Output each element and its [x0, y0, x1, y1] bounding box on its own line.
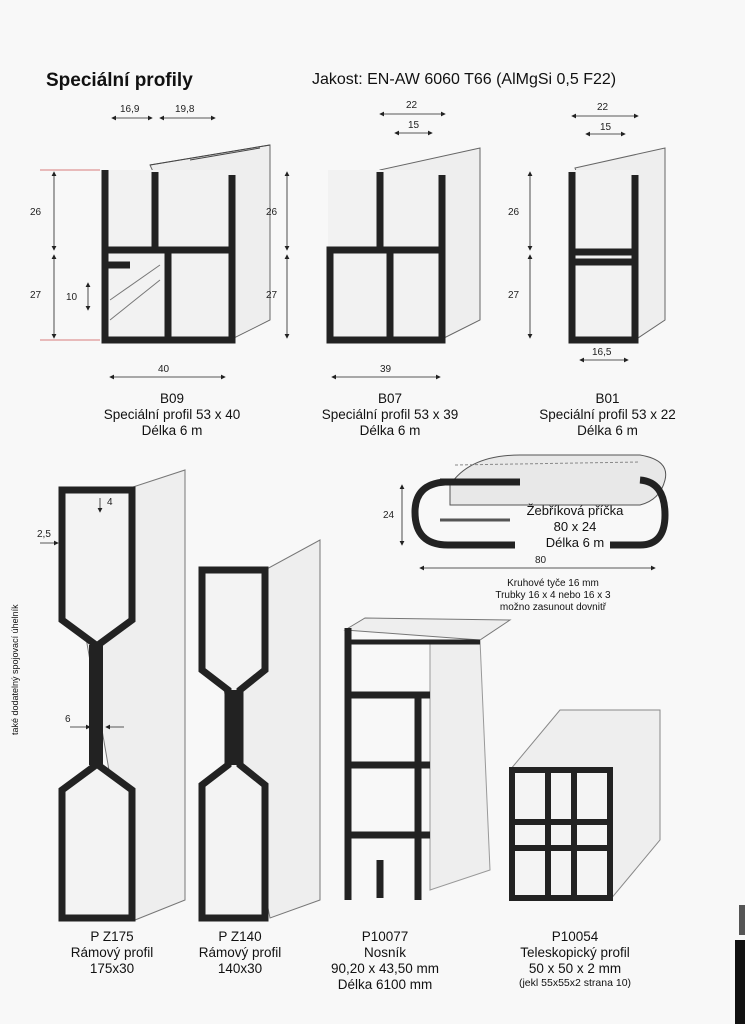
pz175-code: P Z175: [90, 929, 134, 944]
side-note: také dodatelný spojovací úhelník: [10, 604, 20, 735]
b07-code: B07: [377, 391, 403, 406]
rung-note-2: Trubky 16 x 4 nebo 16 x 3: [495, 590, 611, 601]
b07-drawing: [328, 148, 480, 340]
b01-dim-width: 16,5: [592, 347, 612, 358]
rung-note-3: možno zasunout dovnitř: [499, 602, 607, 613]
b07-dim-w2: 15: [408, 120, 420, 131]
b01-dim-h2: 27: [508, 290, 520, 301]
b09-dim-width: 40: [158, 364, 170, 375]
b09-code: B09: [159, 391, 185, 406]
p10054-size: 50 x 50 x 2 mm: [528, 961, 622, 976]
scan-edge-bar: [735, 940, 745, 1024]
pz175-dim-web: 6: [65, 714, 71, 725]
rung-note: [468, 578, 638, 614]
b01-dim-w2: 15: [600, 122, 612, 133]
b09-length: Délka 6 m: [141, 423, 203, 438]
b01-caption: [505, 391, 710, 439]
b09-drawing: [103, 145, 270, 340]
b09-dim-w2: 19,8: [175, 104, 195, 115]
b07-caption: [290, 391, 490, 439]
rung-length: Délka 6 m: [545, 535, 605, 550]
pz175-size: 175x30: [89, 961, 135, 976]
scan-edge-mark: [739, 905, 745, 935]
b01-drawing: [570, 148, 665, 340]
material-quality: Jakost: EN-AW 6060 T66 (AlMgSi 0,5 F22): [312, 71, 617, 88]
b07-dim-w1: 22: [406, 100, 418, 111]
pz175-caption: [52, 929, 172, 977]
pz175-drawing: [60, 470, 185, 920]
b07-dim-h2: 27: [266, 290, 278, 301]
b07-name: Speciální profil 53 x 39: [321, 407, 459, 422]
pz140-code: P Z140: [218, 929, 262, 944]
p10054-note: (jekl 55x55x2 strana 10): [518, 977, 632, 989]
pz175-dim-top: 4: [107, 497, 113, 508]
b09-dim-gap: 10: [66, 292, 78, 303]
rung-size: 80 x 24: [553, 519, 597, 534]
p10077-drawing: [345, 618, 510, 900]
rung-name: Žebříková příčka: [526, 503, 624, 518]
b01-name: Speciální profil 53 x 22: [539, 407, 676, 422]
p10054-code: P10054: [551, 929, 599, 944]
rung-dim-width: 80: [535, 555, 547, 566]
b09-dim-h2: 27: [30, 290, 42, 301]
p10077-length: Délka 6100 mm: [337, 977, 433, 992]
p10054-drawing: [510, 710, 660, 900]
b09-caption: [72, 391, 272, 439]
b01-dim-w1: 22: [597, 102, 609, 113]
p10054-caption: [490, 929, 660, 990]
p10077-caption: [310, 929, 460, 993]
b07-length: Délka 6 m: [359, 423, 421, 438]
b01-dim-h1: 26: [508, 207, 520, 218]
p10077-name: Nosník: [363, 945, 407, 960]
p10077-size: 90,20 x 43,50 mm: [330, 961, 440, 976]
b09-dim-w1: 16,9: [120, 104, 140, 115]
rung-note-1: Kruhové tyče 16 mm: [507, 578, 599, 589]
page-title: Speciální profily: [46, 70, 193, 91]
b09-name: Speciální profil 53 x 40: [103, 407, 241, 422]
b07-dim-width: 39: [380, 364, 392, 375]
rung-dim-height: 24: [383, 510, 395, 521]
pz175-name: Rámový profil: [70, 945, 154, 960]
pz140-size: 140x30: [217, 961, 263, 976]
b01-length: Délka 6 m: [577, 423, 638, 438]
b07-dim-h1: 26: [266, 207, 278, 218]
b01-code: B01: [595, 391, 620, 406]
rung-caption: [500, 503, 650, 551]
pz175-dim-wall: 2,5: [37, 529, 51, 540]
pz140-drawing: [200, 540, 320, 918]
pz140-name: Rámový profil: [198, 945, 282, 960]
p10077-code: P10077: [361, 929, 409, 944]
p10054-name: Teleskopický profil: [520, 945, 630, 960]
pz140-caption: [180, 929, 300, 977]
b09-dim-h1: 26: [30, 207, 42, 218]
